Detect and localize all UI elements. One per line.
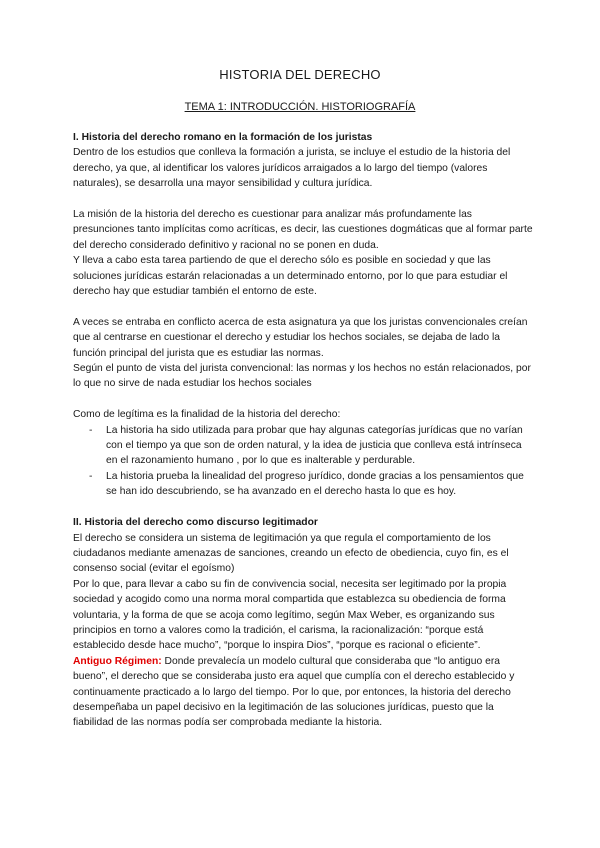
list-item-text: La historia ha sido utilizada para probar que hay algunas categorías jurídicas que no varían con el tiempo ya que son de orden natural, y la idea de justicia que conlleva está intrínseca en el razonamiento humano , por lo que es inalterable y perdurable.: [106, 424, 523, 467]
section-1-paragraph: Y lleva a cabo esta tarea partiendo de que el derecho sólo es posible en sociedad y que las soluciones jurídicas estarán relacionadas a un determinado entorno, por lo que para estudiar el derecho hay que estudiar también el entorno de este.: [73, 255, 508, 298]
document-body: [73, 130, 533, 731]
section-1-heading: I. Historia del derecho romano en la formación de los juristas: [73, 132, 373, 143]
list-marker: -: [89, 470, 93, 482]
section-1-paragraph: A veces se entraba en conflicto acerca de esta asignatura ya que los juristas convencionales creían que al centrarse en cuestionar el derecho y estudiar los hechos sociales, se dejaba de lado la función principal del jurista que es estudiar las normas.: [73, 316, 528, 359]
section-2-heading: II. Historia del derecho como discurso legitimador: [73, 517, 318, 529]
topic-subtitle: TEMA 1: INTRODUCCIÓN. HISTORIOGRAFÍA: [184, 101, 416, 113]
purpose-list: [73, 423, 533, 500]
section-2-paragraph: Por lo que, para llevar a cabo su fin de convivencia social, necesita ser legitimado por la propia sociedad y acogido como una norma moral compartida que establezca su obediencia de forma voluntaria, y la forma de que se acoja como legítimo, según Max Weber, es organizando sus principios en torno a valores como la tradición, el carisma, la racionalización: “porque está establecido desde hace mucho”, “porque lo inspira Dios”, “porque es racional o eficiente”.: [73, 578, 507, 652]
antiguo-regimen-highlight: Antiguo Régimen:: [73, 655, 162, 667]
list-item: [89, 423, 533, 469]
section-1-paragraph: Según el punto de vista del jurista convencional: las normas y los hechos no están relacionados, por lo que no sirve de nada estudiar los hechos sociales: [73, 363, 531, 390]
document-title: HISTORIA DEL DERECHO: [219, 67, 381, 82]
section-2-paragraph-text: Donde prevalecía un modelo cultural que consideraba que “lo antiguo era bueno”, el derecho que se consideraba justo era aquel que cumplía con el derecho establecido y continuamente practicado a lo largo del tiempo. Por lo que, por entonces, la historia del derecho desempeñaba un papel decisivo en la legitimación de las soluciones jurídicas, puesto que la fiabilidad de las normas podía ser comprobada mediante la historia.: [73, 655, 515, 729]
section-1-paragraph: La misión de la historia del derecho es cuestionar para analizar más profundamente las presunciones tanto implícitas como acríticas, es decir, las cuestiones dogmáticas que al formar parte del derecho considerado definitivo y racional no se ponen en duda.: [73, 209, 533, 251]
section-2-paragraph: El derecho se considera un sistema de legitimación ya que regula el comportamiento de los ciudadanos mediante amenazas de sanciones, creando un efecto de obediencia, cuyo fin, es el consenso social (evitar el egoísmo): [73, 532, 509, 575]
section-2-paragraph: [73, 654, 533, 731]
section-1-paragraph: Como de legítima es la finalidad de la historia del derecho:: [73, 409, 341, 421]
list-marker: -: [89, 424, 93, 436]
list-item: [89, 469, 533, 500]
list-item-text: La historia prueba la linealidad del progreso jurídico, donde gracias a los pensamientos que se han ido descubriendo, se ha avanzado en el derecho hasta lo que es hoy.: [106, 470, 524, 498]
section-1-paragraph: Dentro de los estudios que conlleva la formación a jurista, se incluye el estudio de la historia del derecho, ya que, al identificar los valores jurídicos arraigados a lo largo del tiempo (valores naturales), se desarrolla una mayor sensibilidad y cultura jurídica.: [73, 147, 511, 190]
